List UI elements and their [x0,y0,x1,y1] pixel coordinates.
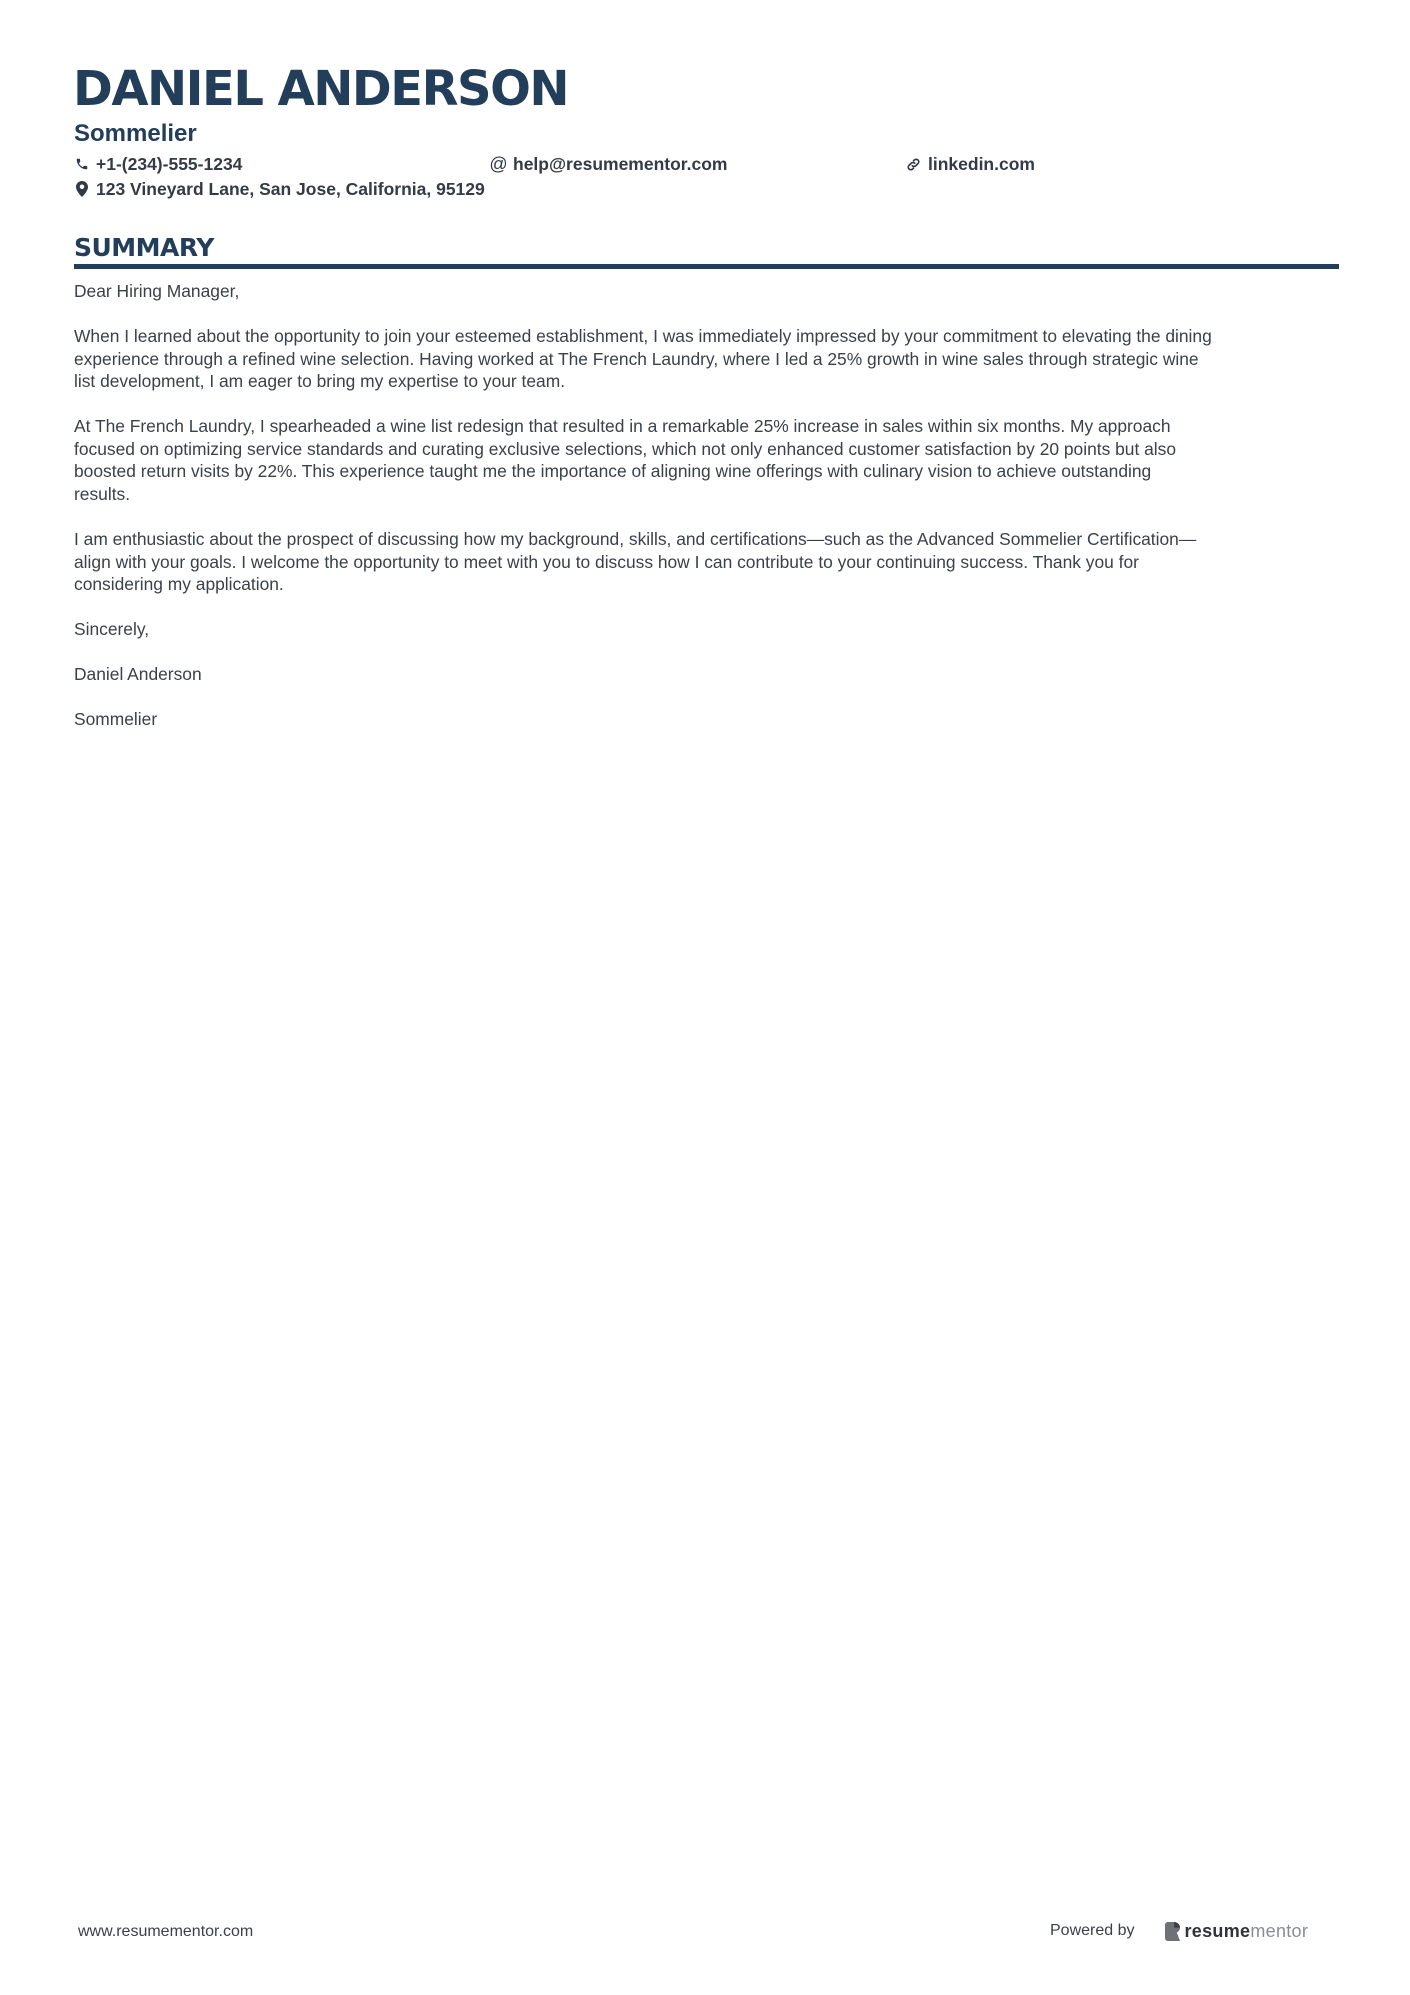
letter-closing: Sincerely, [74,619,150,639]
address-text: 123 Vineyard Lane, San Jose, California, 95129 [96,179,485,199]
logo-text-light: mentor [1250,1920,1309,1941]
email-text[interactable]: help@resumementor.com [513,154,728,174]
phone-icon [74,156,89,172]
section-title-summary: SUMMARY [74,233,214,262]
paragraph-line: results. [74,483,131,504]
candidate-title: Sommelier [74,120,197,147]
paragraph-line: At The French Laundry, I spearheaded a wine list redesign that resulted in a remarkable 25% increase in sales within six months. My approach [74,416,1171,436]
paragraph-line: When I learned about the opportunity to join your esteemed establishment, I was immediately impressed by your commitment to elevating the dining [74,326,1212,346]
section-divider [74,264,1339,269]
at-icon: @ [489,154,508,174]
letter-signature-title: Sommelier [74,709,158,729]
letter-greeting: Dear Hiring Manager, [74,281,240,301]
footer-website[interactable]: www.resumementor.com [78,1923,254,1940]
paragraph-line: align with your goals. I welcome the opportunity to meet with you to discuss how I can contribute to your continuing success. Thank you for [74,551,1139,572]
letter-signature: Daniel Anderson [74,664,202,684]
logo-text-bold: resume [1184,1920,1251,1941]
letter-paragraph-2 [74,415,1349,505]
location-pin-icon [74,181,89,197]
resumementor-logo[interactable] [1165,1921,1309,1942]
contact-address [74,178,485,200]
paragraph-line: list development, I am eager to bring my expertise to your team. [74,371,566,391]
phone-text: +1-(234)-555-1234 [96,154,243,174]
linkedin-text[interactable]: linkedin.com [928,154,1035,174]
contact-phone [74,153,242,175]
paragraph-line: focused on optimizing service standards and curating exclusive selections, which not only enhanced customer satisfaction by 20 points but also [74,438,1177,459]
resumementor-logo-icon [1165,1922,1181,1941]
paragraph-line: considering my application. [74,574,284,594]
letter-paragraph-1 [74,325,1349,393]
link-icon [906,156,921,172]
letter-paragraph-3 [74,528,1349,596]
paragraph-line: experience through a refined wine selection. Having worked at The French Laundry, where I led a 25% growth in wine sales through strategic wine [74,348,1199,369]
contact-email [491,153,728,175]
contact-linkedin [906,153,1035,175]
paragraph-line: boosted return visits by 22%. This experience taught me the importance of aligning wine offerings with culinary vision to achieve outstanding [74,461,1152,481]
footer-powered-by [1050,1920,1308,1942]
paragraph-line: I am enthusiastic about the prospect of discussing how my background, skills, and certifications—such as the Advanced Sommelier Certification— [74,529,1197,549]
powered-by-label: Powered by [1050,1922,1135,1939]
candidate-name: DANIEL ANDERSON [73,61,569,117]
